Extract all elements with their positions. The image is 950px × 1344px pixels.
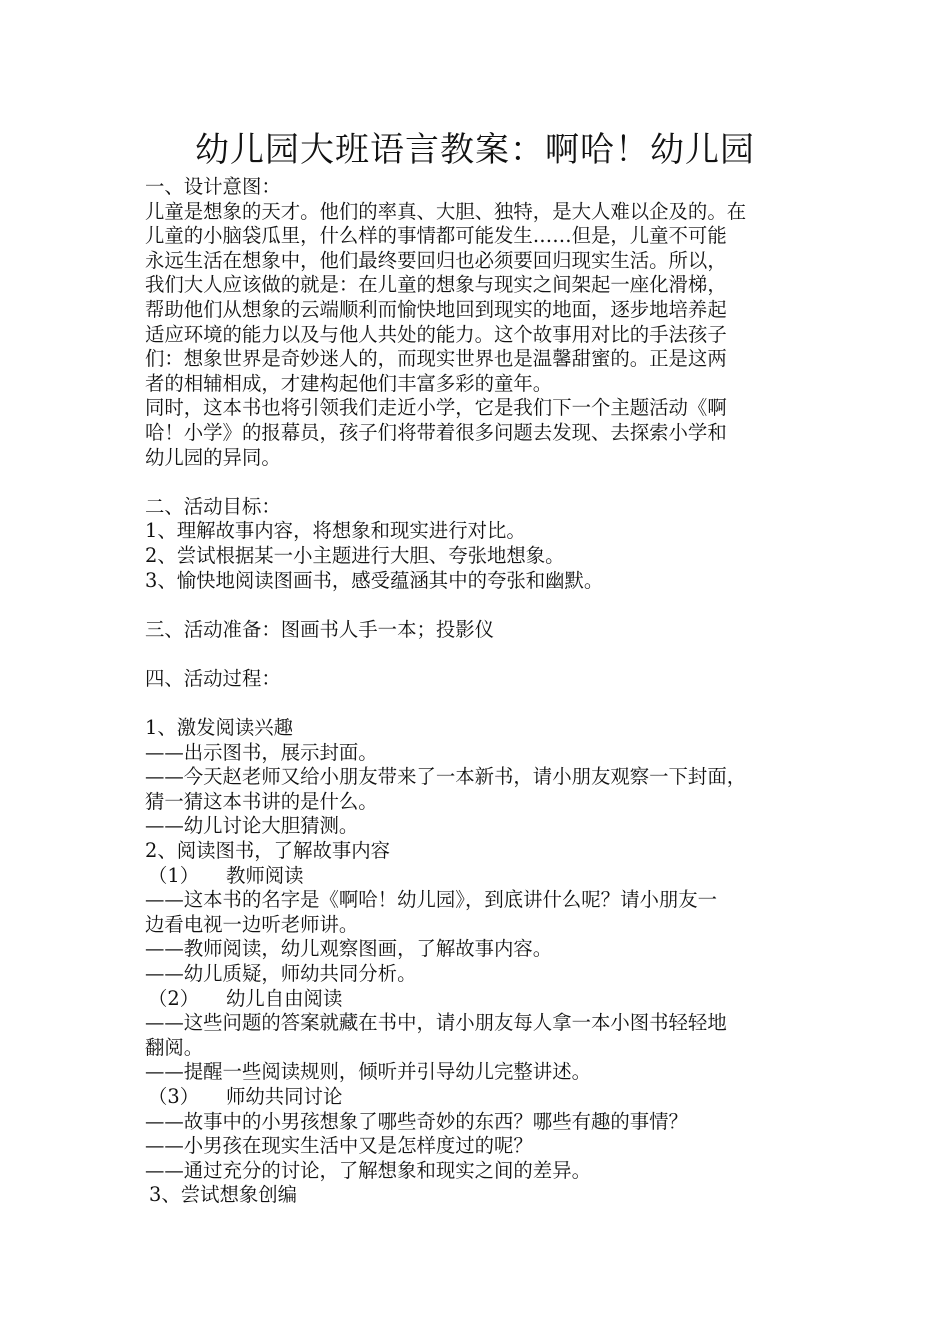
paragraph-line: 同时，这本书也将引领我们走近小学，它是我们下一个主题活动《啊 <box>145 396 727 420</box>
step-heading: 2、阅读图书，了解故事内容 <box>145 839 391 863</box>
paragraph-line: 帮助他们从想象的云端顺利而愉快地回到现实的地面，逐步地培养起 <box>145 297 727 321</box>
paragraph-line: 我们大人应该做的就是：在儿童的想象与现实之间架起一座化滑梯， <box>145 273 727 297</box>
sub-step-heading <box>145 864 825 889</box>
list-item: ——提醒一些阅读规则，倾听并引导幼儿完整讲述。 <box>145 1060 591 1084</box>
sub-step-heading <box>145 987 825 1012</box>
paragraph-line: 幼儿园的异同。 <box>145 445 281 469</box>
sub-step-label: 师幼共同讨论 <box>226 1084 343 1108</box>
section-heading-preparation: 三、活动准备：图画书人手一本；投影仪 <box>145 617 495 641</box>
sub-step-number: （2） <box>148 986 200 1010</box>
list-item: ——这些问题的答案就藏在书中，请小朋友每人拿一本小图书轻轻地 <box>145 1011 727 1035</box>
list-item: ——幼儿讨论大胆猜测。 <box>145 814 359 838</box>
list-item: 1、理解故事内容，将想象和现实进行对比。 <box>145 519 526 543</box>
list-item: ——这本书的名字是《啊哈！幼儿园》，到底讲什么呢？请小朋友一 <box>145 888 718 912</box>
list-item: ——通过充分的讨论，了解想象和现实之间的差异。 <box>145 1158 591 1182</box>
list-item: ——出示图书，展示封面。 <box>145 740 378 764</box>
step-heading: 3、尝试想象创编 <box>149 1183 298 1207</box>
step-heading: 1、激发阅读兴趣 <box>145 716 294 740</box>
blank-line <box>145 470 825 495</box>
list-item: 3、愉快地阅读图画书，感受蕴涵其中的夸张和幽默。 <box>145 568 604 592</box>
sub-step-number: （3） <box>148 1084 200 1108</box>
paragraph-line: 翻阅。 <box>145 1035 204 1059</box>
sub-step-number: （1） <box>148 863 200 887</box>
paragraph-line: 者的相辅相成，才建构起他们丰富多彩的童年。 <box>145 371 553 395</box>
paragraph-line: 哈！小学》的报幕员，孩子们将带着很多问题去发现、去探索小学和 <box>145 420 727 444</box>
section-heading-process: 四、活动过程： <box>145 666 281 690</box>
list-item: ——幼儿质疑，师幼共同分析。 <box>145 962 417 985</box>
sub-step-label: 教师阅读 <box>226 863 304 887</box>
paragraph-line: 边看电视一边听老师讲。 <box>145 912 359 936</box>
paragraph-line: 永远生活在想象中，他们最终要回归也必须要回归现实生活。所以， <box>145 248 727 272</box>
paragraph-line: 儿童的小脑袋瓜里，什么样的事情都可能发生……但是，儿童不可能 <box>145 224 727 248</box>
paragraph-line: 们：想象世界是奇妙迷人的，而现实世界也是温馨甜蜜的。正是这两 <box>145 347 727 371</box>
list-item: ——故事中的小男孩想象了哪些奇妙的东西？哪些有趣的事情？ <box>145 1109 688 1133</box>
list-item: 2、尝试根据某一小主题进行大胆、夸张地想象。 <box>145 543 565 567</box>
sub-step-heading <box>145 1085 825 1110</box>
blank-line <box>145 691 825 716</box>
document-title: 幼儿园大班语言教案：啊哈！幼儿园 <box>195 130 755 170</box>
section-heading-objectives: 二、活动目标： <box>145 494 281 518</box>
document-body <box>145 175 825 1208</box>
section-heading-design-intent: 一、设计意图： <box>145 175 281 198</box>
paragraph-line: 猜一猜这本书讲的是什么。 <box>145 789 378 813</box>
paragraph-line: 适应环境的能力以及与他人共处的能力。这个故事用对比的手法孩子 <box>145 322 727 346</box>
blank-line <box>145 593 825 618</box>
blank-line <box>145 642 825 667</box>
list-item: ——小男孩在现实生活中又是怎样度过的呢？ <box>145 1134 533 1158</box>
sub-step-label: 幼儿自由阅读 <box>226 986 343 1010</box>
paragraph-line: 儿童是想象的天才。他们的率真、大胆、独特，是大人难以企及的。在 <box>145 199 747 223</box>
list-item: ——今天赵老师又给小朋友带来了一本新书，请小朋友观察一下封面， <box>145 765 747 789</box>
list-item: ——教师阅读，幼儿观察图画，了解故事内容。 <box>145 937 553 961</box>
